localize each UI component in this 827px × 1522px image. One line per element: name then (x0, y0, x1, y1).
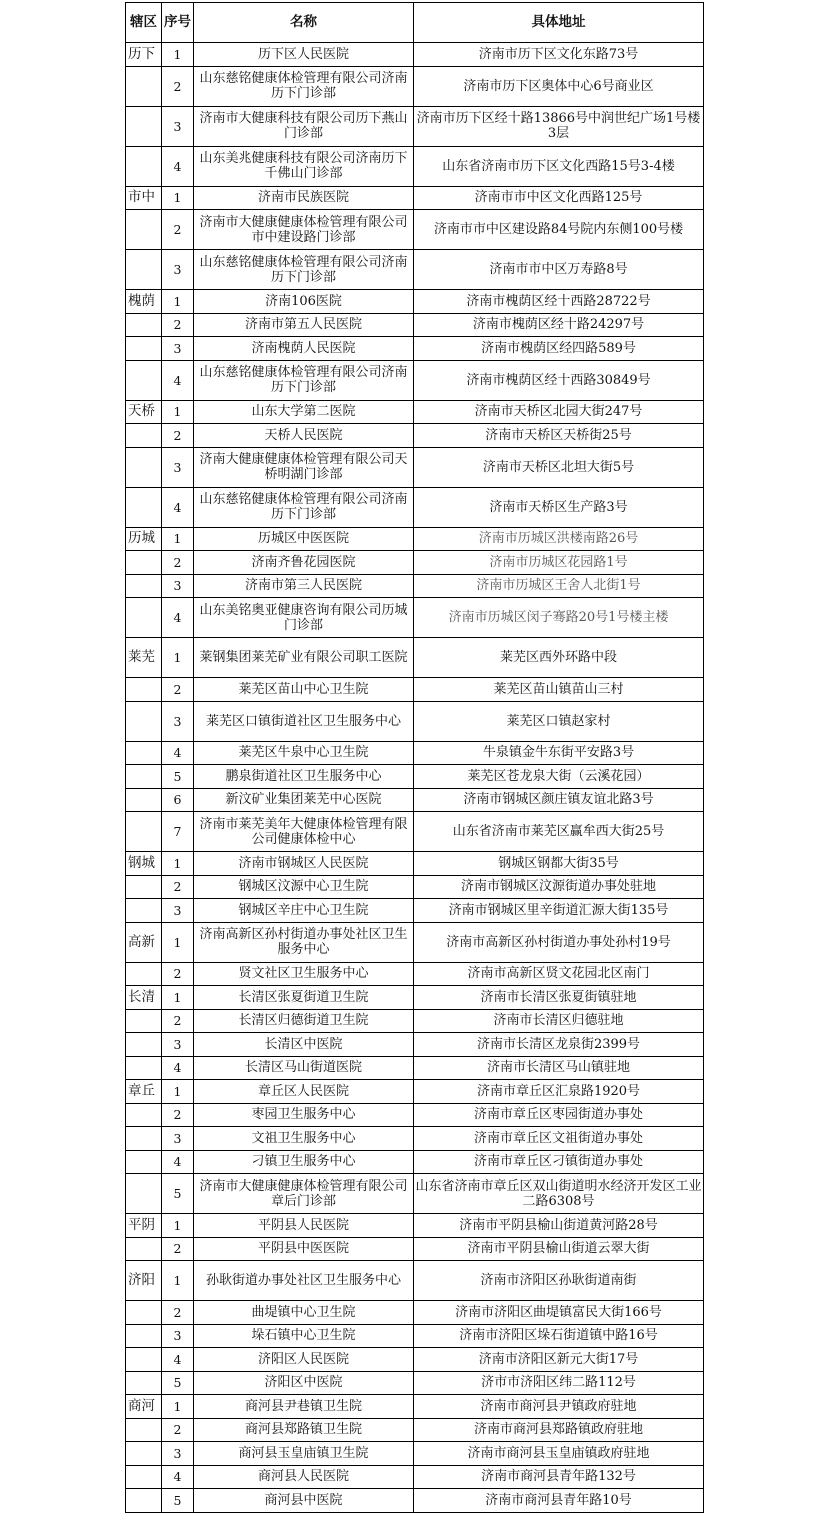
number-cell: 2 (162, 313, 194, 337)
name-cell: 莱芜区牛泉中心卫生院 (194, 741, 414, 765)
table-row (126, 1324, 704, 1348)
address-cell: 济南市历城区王舍人北街1号 (414, 574, 704, 598)
address-cell: 济南市济阳区垛石街道镇中路16号 (414, 1324, 704, 1348)
district-cell: 槐荫 (126, 290, 162, 314)
name-cell: 天桥人民医院 (194, 424, 414, 448)
number-cell: 1 (162, 986, 194, 1010)
header-district: 辖区 (126, 3, 162, 43)
address-cell: 济南市济阳区曲堤镇富民大街166号 (414, 1301, 704, 1325)
table-row (126, 1009, 704, 1033)
name-cell: 莱芜区苗山中心卫生院 (194, 678, 414, 702)
number-cell: 2 (162, 210, 194, 250)
address-cell: 济南市长清区马山镇驻地 (414, 1056, 704, 1080)
table-row (126, 1056, 704, 1080)
district-cell (126, 1324, 162, 1348)
district-cell (126, 1174, 162, 1214)
name-cell: 枣园卫生服务中心 (194, 1103, 414, 1127)
district-cell (126, 360, 162, 400)
header-no: 序号 (162, 3, 194, 43)
district-cell (126, 788, 162, 812)
address-cell: 济南市平阴县榆山街道云翠大街 (414, 1237, 704, 1261)
address-cell: 济南市济阳区孙耿街道南街 (414, 1261, 704, 1301)
number-cell: 5 (162, 1174, 194, 1214)
table-row (126, 424, 704, 448)
name-cell: 平阴县人民医院 (194, 1214, 414, 1238)
table-row (126, 788, 704, 812)
number-cell: 1 (162, 1261, 194, 1301)
district-cell: 市中 (126, 186, 162, 210)
name-cell: 济南市第三人民医院 (194, 574, 414, 598)
table-row (126, 400, 704, 424)
table-row (126, 1127, 704, 1151)
number-cell: 4 (162, 1150, 194, 1174)
district-cell (126, 598, 162, 638)
name-cell: 长清区马山街道医院 (194, 1056, 414, 1080)
address-cell: 莱芜区西外环路中段 (414, 638, 704, 678)
name-cell: 钢城区辛庄中心卫生院 (194, 899, 414, 923)
address-cell: 济南市槐荫区经十路24297号 (414, 313, 704, 337)
number-cell: 2 (162, 551, 194, 575)
address-cell: 莱芜区苗山镇苗山三村 (414, 678, 704, 702)
name-cell: 山东大学第二医院 (194, 400, 414, 424)
address-cell: 济南市章丘区汇泉路1920号 (414, 1080, 704, 1104)
number-cell: 4 (162, 1465, 194, 1489)
district-cell (126, 1489, 162, 1513)
number-cell: 3 (162, 1033, 194, 1057)
district-cell: 莱芜 (126, 638, 162, 678)
header-name: 名称 (194, 3, 414, 43)
number-cell: 3 (162, 337, 194, 361)
table-row (126, 210, 704, 250)
number-cell: 1 (162, 1214, 194, 1238)
number-cell: 2 (162, 678, 194, 702)
address-cell: 济南市天桥区北园大街247号 (414, 400, 704, 424)
district-cell (126, 424, 162, 448)
number-cell: 2 (162, 424, 194, 448)
table-body (126, 43, 704, 1513)
table-row (126, 66, 704, 106)
number-cell: 4 (162, 1056, 194, 1080)
table-row (126, 1442, 704, 1466)
name-cell: 平阴县中医医院 (194, 1237, 414, 1261)
address-cell: 济南市济阳区新元大街17号 (414, 1348, 704, 1372)
name-cell: 济阳区人民医院 (194, 1348, 414, 1372)
table-row (126, 106, 704, 146)
number-cell: 5 (162, 1489, 194, 1513)
number-cell: 2 (162, 1103, 194, 1127)
district-cell: 章丘 (126, 1080, 162, 1104)
name-cell: 商河县人民医院 (194, 1465, 414, 1489)
table-row (126, 1214, 704, 1238)
name-cell: 济南齐鲁花园医院 (194, 551, 414, 575)
address-cell: 济南市商河县玉皇庙镇政府驻地 (414, 1442, 704, 1466)
header-address: 具体地址 (414, 3, 704, 43)
name-cell: 鹏泉街道社区卫生服务中心 (194, 765, 414, 789)
address-cell: 牛泉镇金牛东街平安路3号 (414, 741, 704, 765)
table-row (126, 1301, 704, 1325)
number-cell: 1 (162, 1395, 194, 1419)
number-cell: 4 (162, 360, 194, 400)
district-cell (126, 1033, 162, 1057)
address-cell: 济南市长清区张夏街镇驻地 (414, 986, 704, 1010)
table-row (126, 313, 704, 337)
number-cell: 4 (162, 598, 194, 638)
district-cell (126, 741, 162, 765)
number-cell: 3 (162, 574, 194, 598)
number-cell: 1 (162, 400, 194, 424)
district-cell: 钢城 (126, 852, 162, 876)
name-cell: 山东慈铭健康体检管理有限公司济南历下门诊部 (194, 250, 414, 290)
table-row (126, 1418, 704, 1442)
district-cell: 长清 (126, 986, 162, 1010)
table-row (126, 1348, 704, 1372)
address-cell: 莱芜区口镇赵家村 (414, 701, 704, 741)
table-row (126, 1261, 704, 1301)
number-cell: 7 (162, 812, 194, 852)
address-cell: 济南市市中区万寿路8号 (414, 250, 704, 290)
table-row (126, 146, 704, 186)
number-cell: 4 (162, 1348, 194, 1372)
table-row (126, 250, 704, 290)
name-cell: 商河县郑路镇卫生院 (194, 1418, 414, 1442)
name-cell: 济南市第五人民医院 (194, 313, 414, 337)
district-cell: 历下 (126, 43, 162, 67)
table-row (126, 43, 704, 67)
number-cell: 1 (162, 922, 194, 962)
number-cell: 1 (162, 527, 194, 551)
hospital-table (125, 2, 704, 1513)
number-cell: 3 (162, 106, 194, 146)
district-cell (126, 1127, 162, 1151)
table-row (126, 1489, 704, 1513)
table-row (126, 638, 704, 678)
number-cell: 2 (162, 1301, 194, 1325)
name-cell: 山东美兆健康科技有限公司济南历下千佛山门诊部 (194, 146, 414, 186)
district-cell (126, 551, 162, 575)
table-row (126, 1033, 704, 1057)
district-cell (126, 250, 162, 290)
name-cell: 商河县中医院 (194, 1489, 414, 1513)
table-row (126, 1371, 704, 1395)
district-cell (126, 1442, 162, 1466)
district-cell: 平阴 (126, 1214, 162, 1238)
table-row (126, 1395, 704, 1419)
table-row (126, 741, 704, 765)
address-cell: 济南市历下区奥体中心6号商业区 (414, 66, 704, 106)
number-cell: 2 (162, 1237, 194, 1261)
number-cell: 3 (162, 447, 194, 487)
name-cell: 济南市大健康科技有限公司历下燕山门诊部 (194, 106, 414, 146)
name-cell: 济南高新区孙村街道办事处社区卫生服务中心 (194, 922, 414, 962)
address-cell: 济南市长清区龙泉街2399号 (414, 1033, 704, 1057)
name-cell: 新汶矿业集团莱芜中心医院 (194, 788, 414, 812)
name-cell: 山东慈铭健康体检管理有限公司济南历下门诊部 (194, 360, 414, 400)
address-cell: 济南市高新区贤文花园北区南门 (414, 962, 704, 986)
address-cell: 济南市市中区建设路84号院内东侧100号楼 (414, 210, 704, 250)
name-cell: 山东慈铭健康体检管理有限公司济南历下门诊部 (194, 66, 414, 106)
address-cell: 济南市章丘区文祖街道办事处 (414, 1127, 704, 1151)
district-cell: 高新 (126, 922, 162, 962)
name-cell: 济阳区中医院 (194, 1371, 414, 1395)
number-cell: 1 (162, 638, 194, 678)
name-cell: 商河县尹巷镇卫生院 (194, 1395, 414, 1419)
district-cell (126, 146, 162, 186)
address-cell: 济南市历下区文化东路73号 (414, 43, 704, 67)
district-cell: 商河 (126, 1395, 162, 1419)
district-cell (126, 1301, 162, 1325)
table-row (126, 290, 704, 314)
district-cell (126, 765, 162, 789)
district-cell (126, 447, 162, 487)
address-cell: 济南市商河县青年路10号 (414, 1489, 704, 1513)
number-cell: 2 (162, 962, 194, 986)
number-cell: 2 (162, 875, 194, 899)
number-cell: 2 (162, 1009, 194, 1033)
name-cell: 商河县玉皇庙镇卫生院 (194, 1442, 414, 1466)
address-cell: 钢城区钢都大街35号 (414, 852, 704, 876)
table-row (126, 1237, 704, 1261)
name-cell: 历城区中医医院 (194, 527, 414, 551)
address-cell: 济南市历城区洪楼南路26号 (414, 527, 704, 551)
address-cell: 济南市商河县青年路132号 (414, 1465, 704, 1489)
number-cell: 4 (162, 146, 194, 186)
table-row (126, 986, 704, 1010)
address-cell: 山东省济南市历下区文化西路15号3-4楼 (414, 146, 704, 186)
number-cell: 6 (162, 788, 194, 812)
number-cell: 3 (162, 701, 194, 741)
table-row (126, 812, 704, 852)
address-cell: 济南市历城区闵子骞路20号1号楼主楼 (414, 598, 704, 638)
number-cell: 5 (162, 765, 194, 789)
district-cell (126, 1465, 162, 1489)
name-cell: 莱钢集团莱芜矿业有限公司职工医院 (194, 638, 414, 678)
district-cell (126, 812, 162, 852)
address-cell: 济南市历城区花园路1号 (414, 551, 704, 575)
district-cell (126, 678, 162, 702)
number-cell: 3 (162, 250, 194, 290)
name-cell: 济南106医院 (194, 290, 414, 314)
district-cell (126, 66, 162, 106)
name-cell: 钢城区汶源中心卫生院 (194, 875, 414, 899)
number-cell: 1 (162, 186, 194, 210)
address-cell: 济南市槐荫区经四路589号 (414, 337, 704, 361)
name-cell: 山东慈铭健康体检管理有限公司济南历下门诊部 (194, 487, 414, 527)
name-cell: 孙耿街道办事处社区卫生服务中心 (194, 1261, 414, 1301)
number-cell: 3 (162, 1324, 194, 1348)
district-cell (126, 899, 162, 923)
district-cell (126, 701, 162, 741)
number-cell: 3 (162, 1127, 194, 1151)
address-cell: 济南市天桥区北坦大街5号 (414, 447, 704, 487)
district-cell (126, 1009, 162, 1033)
name-cell: 章丘区人民医院 (194, 1080, 414, 1104)
district-cell: 历城 (126, 527, 162, 551)
address-cell: 山东省济南市章丘区双山街道明水经济开发区工业二路6308号 (414, 1174, 704, 1214)
name-cell: 长清区归德街道卫生院 (194, 1009, 414, 1033)
name-cell: 济南市莱芜美年大健康体检管理有限公司健康体检中心 (194, 812, 414, 852)
table-row (126, 875, 704, 899)
table-row (126, 852, 704, 876)
name-cell: 济南市民族医院 (194, 186, 414, 210)
district-cell (126, 1371, 162, 1395)
address-cell: 济南市天桥区生产路3号 (414, 487, 704, 527)
address-cell: 济南市商河县郑路镇政府驻地 (414, 1418, 704, 1442)
table-row (126, 186, 704, 210)
address-cell: 济南市高新区孙村街道办事处孙村19号 (414, 922, 704, 962)
district-cell (126, 1056, 162, 1080)
table-row (126, 962, 704, 986)
address-cell: 济南市钢城区里辛街道汇源大街135号 (414, 899, 704, 923)
address-cell: 济南市平阴县榆山街道黄河路28号 (414, 1214, 704, 1238)
name-cell: 历下区人民医院 (194, 43, 414, 67)
district-cell: 济阳 (126, 1261, 162, 1301)
table-row (126, 574, 704, 598)
table-row (126, 487, 704, 527)
address-cell: 济南市章丘区枣园街道办事处 (414, 1103, 704, 1127)
address-cell: 济南市槐荫区经十西路30849号 (414, 360, 704, 400)
district-cell (126, 574, 162, 598)
number-cell: 2 (162, 1418, 194, 1442)
table-row (126, 360, 704, 400)
table-row (126, 447, 704, 487)
table-row (126, 678, 704, 702)
table-row (126, 1174, 704, 1214)
name-cell: 济南市大健康健康体检管理有限公司章后门诊部 (194, 1174, 414, 1214)
name-cell: 济南市钢城区人民医院 (194, 852, 414, 876)
number-cell: 4 (162, 741, 194, 765)
table-row (126, 922, 704, 962)
district-cell (126, 962, 162, 986)
table-row (126, 551, 704, 575)
address-cell: 济南市历下区经十路13866号中润世纪广场1号楼3层 (414, 106, 704, 146)
table-row (126, 899, 704, 923)
name-cell: 刁镇卫生服务中心 (194, 1150, 414, 1174)
district-cell (126, 1237, 162, 1261)
name-cell: 长清区中医院 (194, 1033, 414, 1057)
address-cell: 山东省济南市莱芜区赢牟西大街25号 (414, 812, 704, 852)
number-cell: 3 (162, 899, 194, 923)
address-cell: 济南市商河县尹镇政府驻地 (414, 1395, 704, 1419)
table-row (126, 1080, 704, 1104)
number-cell: 3 (162, 1442, 194, 1466)
table-row (126, 1465, 704, 1489)
name-cell: 垛石镇中心卫生院 (194, 1324, 414, 1348)
district-cell (126, 106, 162, 146)
district-cell (126, 1418, 162, 1442)
table-row (126, 1103, 704, 1127)
name-cell: 济南大健康健康体检管理有限公司天桥明湖门诊部 (194, 447, 414, 487)
table-header-row (126, 3, 704, 43)
name-cell: 贤文社区卫生服务中心 (194, 962, 414, 986)
table-row (126, 765, 704, 789)
address-cell: 济南市槐荫区经十西路28722号 (414, 290, 704, 314)
district-cell: 天桥 (126, 400, 162, 424)
district-cell (126, 1150, 162, 1174)
number-cell: 1 (162, 43, 194, 67)
table-row (126, 598, 704, 638)
table-row (126, 527, 704, 551)
district-cell (126, 313, 162, 337)
number-cell: 1 (162, 290, 194, 314)
district-cell (126, 875, 162, 899)
name-cell: 济南市大健康健康体检管理有限公司市中建设路门诊部 (194, 210, 414, 250)
name-cell: 文祖卫生服务中心 (194, 1127, 414, 1151)
number-cell: 2 (162, 66, 194, 106)
number-cell: 5 (162, 1371, 194, 1395)
district-cell (126, 1103, 162, 1127)
name-cell: 济南槐荫人民医院 (194, 337, 414, 361)
address-cell: 济南市章丘区刁镇街道办事处 (414, 1150, 704, 1174)
address-cell: 济南市天桥区天桥街25号 (414, 424, 704, 448)
name-cell: 莱芜区口镇街道社区卫生服务中心 (194, 701, 414, 741)
number-cell: 1 (162, 852, 194, 876)
table-row (126, 701, 704, 741)
name-cell: 长清区张夏街道卫生院 (194, 986, 414, 1010)
number-cell: 4 (162, 487, 194, 527)
district-cell (126, 1348, 162, 1372)
address-cell: 济南市钢城区颜庄镇友谊北路3号 (414, 788, 704, 812)
district-cell (126, 487, 162, 527)
address-cell: 济南市长清区归德驻地 (414, 1009, 704, 1033)
district-cell (126, 210, 162, 250)
address-cell: 济南市钢城区汶源街道办事处驻地 (414, 875, 704, 899)
address-cell: 济南市市中区文化西路125号 (414, 186, 704, 210)
table-row (126, 337, 704, 361)
address-cell: 济市市济阳区纬二路112号 (414, 1371, 704, 1395)
table-row (126, 1150, 704, 1174)
address-cell: 莱芜区苍龙泉大街（云溪花园） (414, 765, 704, 789)
district-cell (126, 337, 162, 361)
number-cell: 1 (162, 1080, 194, 1104)
name-cell: 山东美铭奥亚健康咨询有限公司历城门诊部 (194, 598, 414, 638)
name-cell: 曲堤镇中心卫生院 (194, 1301, 414, 1325)
